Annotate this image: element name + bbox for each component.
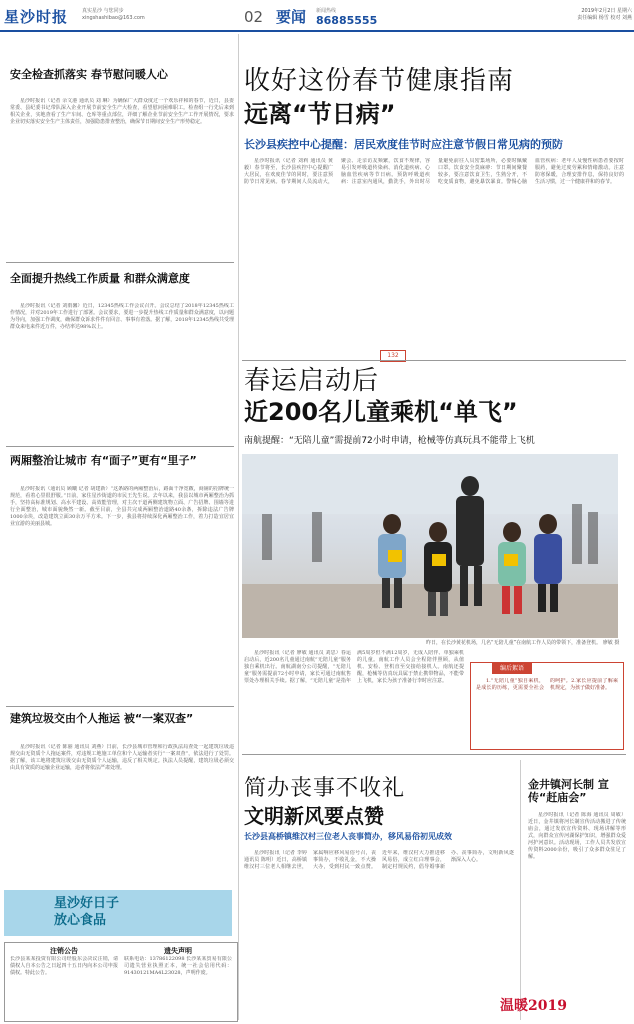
- left-story-1-title: 安全检查抓落实 春节慰问暖人心: [10, 68, 168, 81]
- story-1-body: 星沙时报讯（记者 刘莉 通讯员 黄毅）春节将至，长沙县疾控中心提醒广大居民，在欢度佳节的同时，要注意预防节日常见病。春节期间人员流动大，聚会、走亲访友频繁，饮食不规律，容易引发呼吸道传染病、消化道疾病、心脑血管疾病等节日病。预防呼吸道疾病：注意室内通风，勤洗手，外出时尽量避免前往人员密集场所，必要时佩戴口罩。饮食安全莫麻痹：节日期间聚餐较多，要注意饮食卫生，生熟分开，不吃变质食物，避免暴饮暴食。警惕心脑血管疾病：老年人及慢性病患者要按时服药，避免过度劳累和情绪激动。注意防寒保暖，合理安排作息，保持良好的生活习惯，过一个健康祥和的春节。: [244, 158, 624, 185]
- story-3-headline-2: 文明新风要点赞: [244, 804, 384, 828]
- column-divider: [238, 34, 239, 1020]
- ad-line-1: 星沙好日子: [54, 896, 120, 911]
- airport-photo: [242, 454, 618, 638]
- story-3-body: 星沙时报讯（记者 李婷 通讯员 陈明）近日，高桥镇维汉村三位老人相继去世，家属响应移风易俗号召，丧事简办，不收礼金，不大操大办，受到村民一致点赞。近年来，维汉村大力推进移风易俗，成立红白理事会，制定村规民约，倡导婚事新办、丧事简办，文明新风逐渐深入人心。: [244, 850, 514, 870]
- story-3-subtitle: 长沙县高桥镇维汉村三位老人丧事简办，移风易俗初见成效: [244, 832, 452, 841]
- notice-1-title: 注销公告: [50, 947, 78, 955]
- warm-2019-logo: 温暖2019: [500, 998, 567, 1014]
- notice-2: [124, 946, 232, 1014]
- story-1-headline: 收好这份春节健康指南: [244, 66, 515, 96]
- masthead-tagline: 真实星沙 与您同步 xingshashibao@163.com: [82, 8, 145, 21]
- divider: [6, 262, 234, 263]
- hotline: [316, 8, 377, 27]
- divider: [6, 706, 234, 707]
- notice-1: [10, 946, 118, 1014]
- story-2-headline: 春运启动后: [244, 366, 380, 396]
- divider: [242, 754, 626, 755]
- editor-credit: 责任编辑 杨雪 校对 刘燕: [577, 15, 632, 21]
- left-story-2-body: 星沙时报讯（记者 刘雨馨）近日，12345热线工作会议召开。会议总结了2018年12345热线工作情况，并对2019年工作进行了部署。会议要求，要进一步提升热线工作质量和群众满意度，以问题为导向，加强工作调度，确保群众诉求件件有回音、事事有着落。据了解，2018年12345热线共受理群众来电来件近万件，办结率达98%以上。: [10, 303, 234, 330]
- story-2-subtitle: 南航提醒：“无陪儿童”需提前72小时申请，枪械等仿真玩具不能带上飞机: [244, 436, 535, 446]
- notice-2-title: 遗失声明: [164, 947, 192, 955]
- story-4-body: 星沙时报讯（记者 陈海 通讯员 周敏）近日，金井镇将河长制宣传活动搬进了传统庙会，通过发放宣传资料、现场讲解等形式，向群众宣传河湖保护知识，增强群众爱河护河意识。活动现场，工作人员共发放宣传资料2000余份，吸引了众多群众驻足了解。: [528, 812, 626, 860]
- ad-line-2: 放心食品: [54, 913, 107, 928]
- editor-note-body: 1.“无陪儿童”独自乘机，是成长的历练，更需要全社会的呵护。2.家长应提前了解乘机规定，为孩子做好准备。: [476, 678, 618, 691]
- left-story-2-title: 全面提升热线工作质量 和群众满意度: [10, 272, 190, 285]
- story-4-title: 金井镇河长制 宣传“赶庙会”: [528, 778, 609, 804]
- story-3-headline: 简办丧事不收礼: [244, 776, 406, 801]
- photo-illustration: [242, 454, 618, 638]
- date-info: [532, 8, 632, 22]
- left-story-4-title: 建筑垃圾交由个人拖运 被“一案双查”: [10, 712, 194, 725]
- left-story-4-body: 星沙时报讯（记者 陈丽 通讯员 刘燕）日前，长沙县城市管理和行政执法局查处一起建筑垃圾违规交由无资质个人拖运案件，对违规工地施工单位和个人运输者实行“一案双查”，依法进行了处罚。据了解，该工地将建筑垃圾交由无资质个人运输，违反了相关规定。执法人员提醒，建筑垃圾必须交由具有资质的运输企业运输，违者将依法严肃处理。: [10, 744, 234, 771]
- left-story-1-body: 星沙时报讯（记者 余文港 通讯员 刘 琳）为确保广大群众度过一个欢乐祥和的春节，近日，县委常委、县纪委书记带队深入企业开展节前安全生产大检查，看望慰问困难职工。检查组一行先后来到相关企业，实地查看了生产车间、仓库等重点部位，详细了解企业节前安全生产工作开展情况，要求企业切实落实安全生产主体责任，加强隐患排查整治，确保节日期间安全生产形势稳定。: [10, 98, 234, 125]
- notice-2-body: 联系电话：13786122098 长沙某某贸易有限公司遗失营业执照正本，统一社会信用代码：91430121MA4L23028，声明作废。: [124, 956, 232, 976]
- left-story-3-title: 两厢整治让城市 有“面子”更有“里子”: [10, 454, 197, 467]
- notice-1-body: 长沙县某某投资有限公司经股东会决议注销，请债权人自本公告之日起四十五日内向本公司申报债权。特此公告。: [10, 956, 118, 976]
- newspaper-logo: 星沙时报: [4, 8, 69, 26]
- divider: [6, 446, 234, 447]
- story-2-body: 星沙时报讯（记者 廖敏 通讯员 刘思）春运启动后，近200名儿童通过南航“无陪儿童”服务独自乘机出行。南航湖南分公司提醒，“无陪儿童”服务需提前72小时申请，家长可通过南航售票处办理相关手续。据了解，“无陪儿童”是指年满5周岁但不满12周岁，无成人陪伴、单独乘机的儿童。南航工作人员会全程陪伴照顾，从值机、安检、登机直至交接给接机人。南航还提醒，枪械等仿真玩具属于禁止携带物品，不能带上飞机，家长为孩子准备行李时应注意。: [244, 650, 464, 684]
- ad-text: [54, 895, 119, 929]
- photo-caption: 昨日，在长沙黄花机场，几名“无陪儿童”在南航工作人员的带领下，准备登机。 廖敏 摄: [426, 640, 620, 646]
- hotline-label: 新闻热线: [316, 8, 337, 14]
- issue-date: 2019年2月2日 星期六: [581, 8, 632, 14]
- divider: [242, 360, 626, 361]
- editor-note-title: 编后絮语: [492, 663, 532, 674]
- left-story-3-body: 星沙时报讯（通讯员 顾曦 记者 胡建新）“这条路的两厢整治后，路面干净宽敞，商铺的招牌统一规范，看着心里很舒服。”日前，家住星沙街道的市民王先生说。去年以来，我县以城市两厢整治为抓手，坚持高标准规划、高水平建设、高效能管理，对主次干道两侧建筑物立面、广告招牌、围墙等进行全面整治，城市面貌焕然一新。截至目前，全县共完成两厢整治道路40余条，拆除违法广告牌1000余块，改造建筑立面30余万平方米。下一步，我县将持续深化两厢整治工作，着力打造宜居宜业宜游的美丽县城。: [10, 486, 234, 527]
- story-1-subtitle: 长沙县疾控中心提醒：居民欢度佳节时应注意节假日常见病的预防: [244, 138, 563, 151]
- page-badge: 132: [380, 350, 406, 362]
- story-2-headline-2: 近200名儿童乘机“单飞”: [244, 398, 518, 426]
- page-number: 02: [244, 8, 264, 26]
- section-title: 要闻: [276, 8, 307, 26]
- story-1-headline-2: 远离“节日病”: [244, 100, 396, 128]
- hotline-number: 86885555: [316, 14, 378, 27]
- column-divider: [520, 760, 521, 1020]
